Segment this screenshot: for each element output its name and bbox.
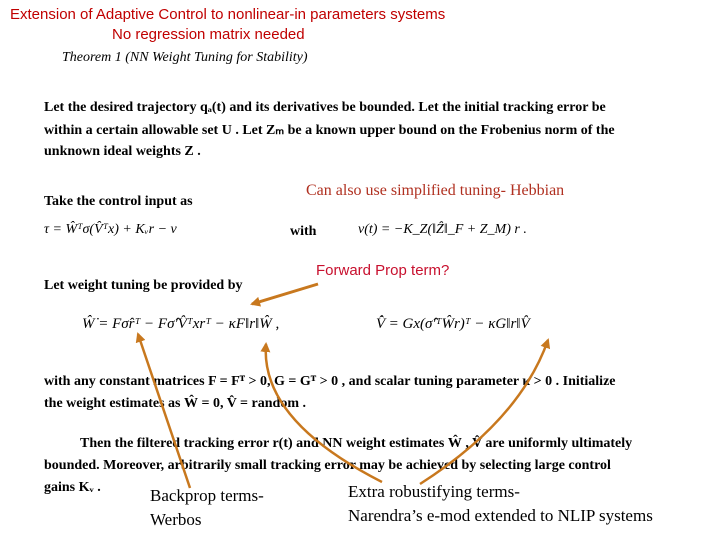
annotation-hebbian: Can also use simplified tuning- Hebbian bbox=[306, 182, 565, 199]
forward-prop-arrow bbox=[252, 284, 318, 304]
slide-title-line2: No regression matrix needed bbox=[112, 26, 305, 43]
slide-title-line1: Extension of Adaptive Control to nonlinear-in parameters systems bbox=[10, 6, 446, 23]
theorem-heading: Theorem 1 (NN Weight Tuning for Stability) bbox=[62, 50, 308, 65]
theorem-para1-line3: unknown ideal weights Z . bbox=[44, 144, 201, 159]
conclusion-line3: gains Kᵥ . bbox=[44, 480, 101, 495]
with-label: with bbox=[290, 224, 317, 239]
v-tuning-equation: V̂̇ = Gx(σ̂′ᵀŴr)ᵀ − κG‖r‖V̂ bbox=[376, 316, 530, 332]
control-intro: Take the control input as bbox=[44, 194, 193, 209]
backprop-arrow bbox=[138, 334, 190, 488]
robust-arrow-v bbox=[420, 340, 548, 484]
robust-arrow-w bbox=[266, 344, 382, 482]
control-equation: τ = Ŵᵀσ(V̂ᵀx) + Kᵥr − v bbox=[44, 222, 177, 237]
conditions-line1: with any constant matrices F = Fᵀ > 0, G = Gᵀ > 0 , and scalar tuning parameter κ > 0 . Initialize bbox=[44, 374, 616, 389]
tuning-intro: Let weight tuning be provided by bbox=[44, 278, 243, 293]
w-tuning-equation: Ŵ̇ = Fσ̂rᵀ − Fσ̂′V̂ᵀxrᵀ − κF‖r‖Ŵ , bbox=[82, 316, 280, 332]
conclusion-line2: bounded. Moreover, arbitrarily small tracking error may be achieved by selecting large control bbox=[44, 458, 611, 473]
theorem-para1-line1: Let the desired trajectory qₐ(t) and its derivatives be bounded. Let the initial tracking error be bbox=[44, 100, 606, 115]
annotation-backprop-line2: Werbos bbox=[150, 510, 202, 529]
annotation-robust-line1: Extra robustifying terms- bbox=[348, 482, 520, 501]
annotation-robust-line2: Narendra’s e-mod extended to NLIP systems bbox=[348, 506, 653, 525]
annotation-forward-prop: Forward Prop term? bbox=[316, 262, 450, 279]
annotation-backprop-line1: Backprop terms- bbox=[150, 486, 264, 505]
conclusion-line1: Then the filtered tracking error r(t) and NN weight estimates Ŵ , V̂ are uniformly ultimately bbox=[80, 436, 633, 451]
theorem-para1-line2: within a certain allowable set U . Let Zₘ be a known upper bound on the Frobenius norm of the bbox=[44, 123, 615, 138]
conditions-line2: the weight estimates as Ŵ = 0, V̂ = random . bbox=[44, 396, 306, 411]
robust-term-equation: v(t) = −K_Z(‖Ẑ‖_F + Z_M) r . bbox=[358, 222, 527, 237]
